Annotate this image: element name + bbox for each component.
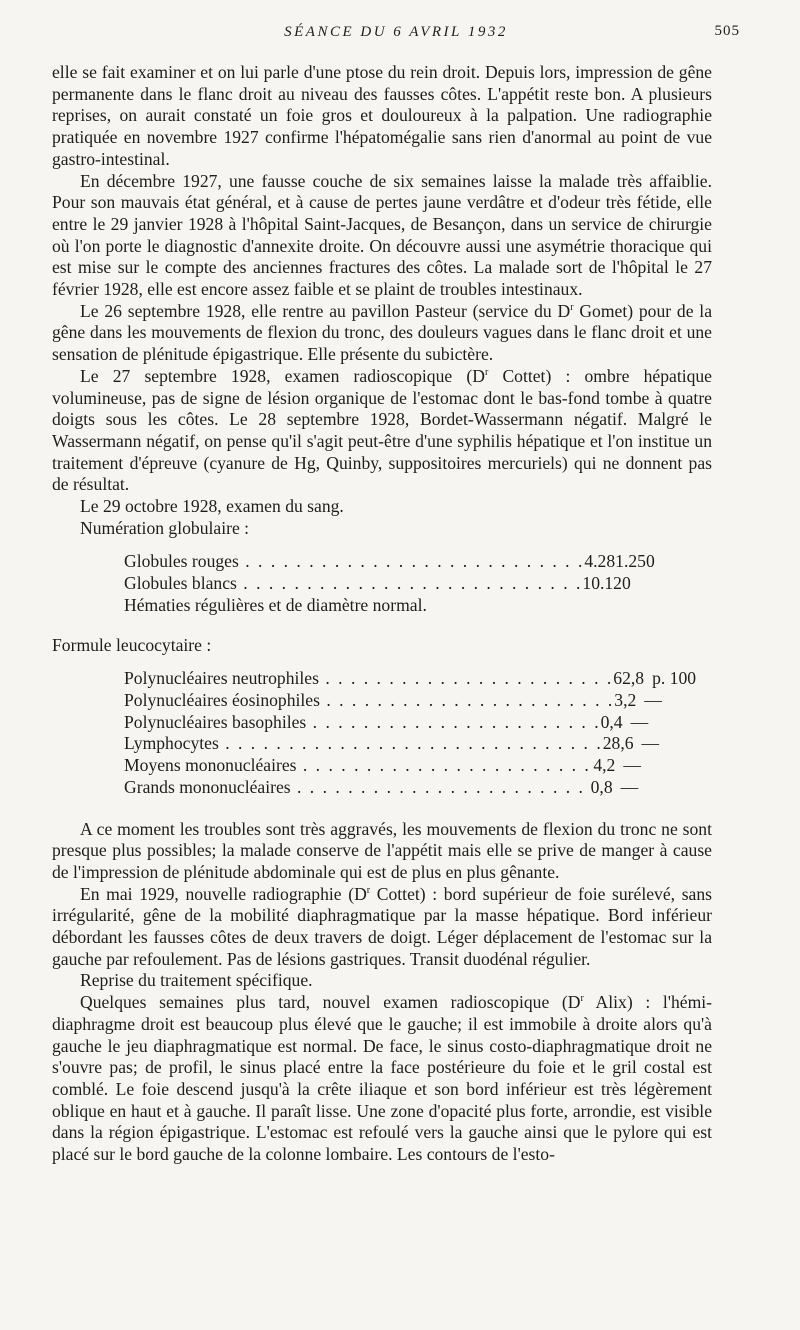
page-header (52, 22, 740, 44)
table-row: Polynucléaires neutrophiles . . . . . . . . . . . . . . . . . . . . . . . 62,8 p. 100 (124, 668, 697, 689)
table-row: Moyens mononucléaires . . . . . . . . . . . . . . . . . . . . . . . 4,2 — (124, 755, 641, 776)
body-text (52, 62, 712, 1166)
paragraph-moment: A ce moment les troubles sont très aggravés, les mouvements de flexion du tronc ne sont presque plus possibles; la malade conserve de l'appétit mais elle se prive de manger à cause de l'impression de plénitude abdominale qui est de plus en plus gênante. (52, 818, 712, 882)
paragraph-cottet: Le 27 septembre 1928, examen radioscopique ($D^r$ Cottet) : ombre hépatique volumineuse, pas de signe de lésion organique de l'estomac dont le bas-fond tombe à quatre doigts sous les côtes. Le 28 septembre 1928, Bordet-Wassermann négatif. Malgré le Wassermann négatif, on pense qu'il s'agit peut-être d'une syphilis hépatique et l'on institue un traitement d'épreuve (cyanure de Hg, Quinby, suppositoires mercuriels) qui ne donnent pas de résultat. (52, 365, 712, 495)
table-row: Lymphocytes . . . . . . . . . . . . . . . . . . . . . . . . . . . . . . 28,6 — (124, 733, 660, 754)
paragraph-reprise: Reprise du traitement spécifique. (80, 970, 313, 991)
table-row: Polynucléaires éosinophiles . . . . . . . . . . . . . . . . . . . . . . . 3,2 — (124, 689, 662, 710)
paragraph-alix: Quelques semaines plus tard, nouvel examen radioscopique ($D^r$ Alix) : l'hémi-diaphragme droit est beaucoup plus élevé que le gauche; il est immobile à droite alors qu'à gauche le jeu diaphragmatique est normal. De face, le sinus costo-diaphragmatique droit ne s'ouvre pas; de profil, le sinus placé entre la face postérieure du foie et le gril costal est comblé. Le foie descend jusqu'à la crête iliaque et son bord inférieur est très légèrement oblique en haut et à gauche. Il paraît lisse. Une zone d'opacité plus forte, arrondie, est visible dans la région épigastrique. L'estomac est refoulé vers la gauche ainsi que le pylore qui est placé sur le bord gauche de la colonne lombaire. Les contours de l'esto- (52, 992, 712, 1165)
paragraph-gomet: Le 26 septembre 1928, elle rentre au pavillon Pasteur (service du $D^r$ Gomet) pour de la gêne dans les mouvements de flexion du tronc, des douleurs vagues dans le flanc droit et une sensation de plénitude épigastrique. Elle présente du subictère. (52, 300, 713, 365)
table-row: Hématies régulières et de diamètre normal. (124, 594, 427, 615)
table-row: Globules blancs . . . . . . . . . . . . . . . . . . . . . . . . . . . 10.120 (124, 573, 631, 594)
numeration-heading: Numération globulaire : (80, 517, 250, 538)
running-title: SÉANCE DU 6 AVRIL 1932 (284, 24, 508, 40)
table-row: Grands mononucléaires . . . . . . . . . . . . . . . . . . . . . . . 0,8 — (124, 776, 639, 797)
numeration-table (124, 551, 655, 616)
table-row: Polynucléaires basophiles . . . . . . . . . . . . . . . . . . . . . . . 0,4 — (124, 711, 649, 732)
formula-heading: Formule leucocytaire : (52, 634, 212, 655)
paragraph: En décembre 1927, une fausse couche de six semaines laisse la malade très affaiblie. Pour son mauvais état général, et à cause de pertes jaune verdâtre et d'odeur très fétide, elle entre le 29 janvier 1928 à l'hôpital Saint-Jacques, de Besançon, dans un service de chirurgie où l'on porte le diagnostic d'annexite droite. On découvre aussi une asymétrie thoracique qui est mise sur le compte des anciennes fractures des côtes. La malade sort de l'hôpital le 27 février 1928, elle est encore assez faible et se plaint de troubles intestinaux. (52, 170, 712, 300)
paragraph: elle se fait examiner et on lui parle d'une ptose du rein droit. Depuis lors, impression de gêne permanente dans le flanc droit au niveau des fausses côtes. L'appétit reste bon. A plusieurs reprises, on aurait constaté un foie gros et douloureux à la palpation. Une radiographie pratiquée en novembre 1927 confirme l'hépatomégalie sans rien d'anormal au point de vue gastro-intestinal. (52, 62, 712, 169)
table-row: Globules rouges . . . . . . . . . . . . . . . . . . . . . . . . . . . 4.281.250 (124, 551, 655, 572)
formula-table (124, 668, 697, 798)
paragraph-mai: En mai 1929, nouvelle radiographie ($D^r$ Cottet) : bord supérieur de foie surélevé, sans irrégularité, gêne de la mobilité diaphragmatique par la masse hépatique. Bord inférieur débordant les fausses côtes de deux travers de doigt. Léger déplacement de l'estomac sur la gauche par refoulement. Pas de lésions gastriques. Transit duodénal régulier. (52, 883, 712, 969)
page-number: 505 (714, 23, 740, 39)
blood-date-line: Le 29 octobre 1928, examen du sang. (80, 496, 344, 517)
